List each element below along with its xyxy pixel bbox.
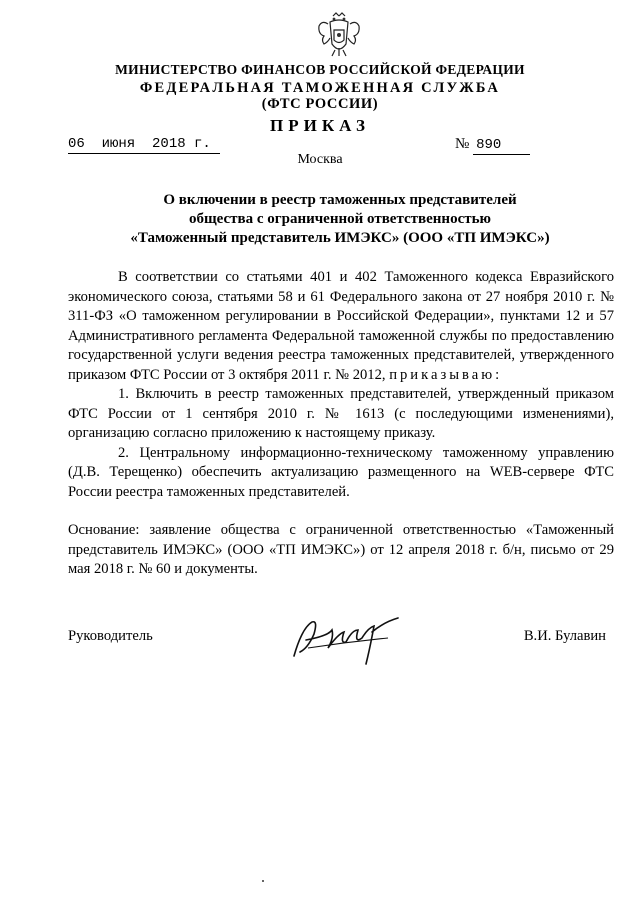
handwritten-signature [288,608,408,668]
order-item-2: 2. Центральному информационно-техническому таможенному управлению (Д.В. Терещенко) обеспечить актуализацию размещенного на WEB-сервере ФТС России реестра таможенных представителей. [68,444,614,500]
ministry-heading: МИНИСТЕРСТВО ФИНАНСОВ РОССИЙСКОЙ ФЕДЕРАЦИИ [115,62,525,77]
document-type: ПРИКАЗ [270,116,370,135]
order-title [60,191,620,248]
order-body [68,268,614,502]
signatory-position: Руководитель [68,628,153,644]
number-sign: № [455,136,470,152]
city: Москва [297,152,343,167]
title-line: «Таможенный представитель ИМЭКС» (ООО «ТП ИМЭКС») [130,230,550,246]
preamble-paragraph [68,268,614,385]
title-line: общества с ограниченной ответственностью [189,211,491,227]
order-item-1: 1. Включить в реестр таможенных представителей, утвержденный приказом ФТС России от 1 сентября 2010 г. № 1613 (с последующими изменениями), организацию согласно приложению к настоящему приказу. [68,386,614,441]
preamble-text: В соответствии со статьями 401 и 402 Таможенного кодекса Евразийского экономического союза, статьями 58 и 61 Федерального закона от 27 ноября 2010 г. № 311-ФЗ «О таможенном регулировании в Российской Федерации», пунктами 12 и 57 Административного регламента Федеральной таможенной службы по предоставлению государственной услуги ведения реестра таможенных представителей, утвержденного приказом ФТС России от 3 октября 2011 г. № 2012, [68,269,614,383]
basis-paragraph: Основание: заявление общества с ограниченной ответственностью «Таможенный представитель ИМЭКС» (ООО «ТП ИМЭКС») от 12 апреля 2018 г. б/н, письмо от 29 мая 2018 г. № 60 и документы. [68,522,614,577]
coat-of-arms-icon [316,10,362,60]
service-short-heading: (ФТС РОССИИ) [261,96,379,112]
number-value: 890 [473,137,530,155]
title-line: О включении в реестр таможенных представителей [163,192,517,208]
order-date: 06 июня 2018 г. [68,136,220,154]
service-heading: ФЕДЕРАЛЬНАЯ ТАМОЖЕННАЯ СЛУЖБА [139,80,501,96]
scan-speck [262,880,264,882]
signatory-name: В.И. Булавин [523,628,606,644]
order-word: приказываю: [389,366,503,383]
